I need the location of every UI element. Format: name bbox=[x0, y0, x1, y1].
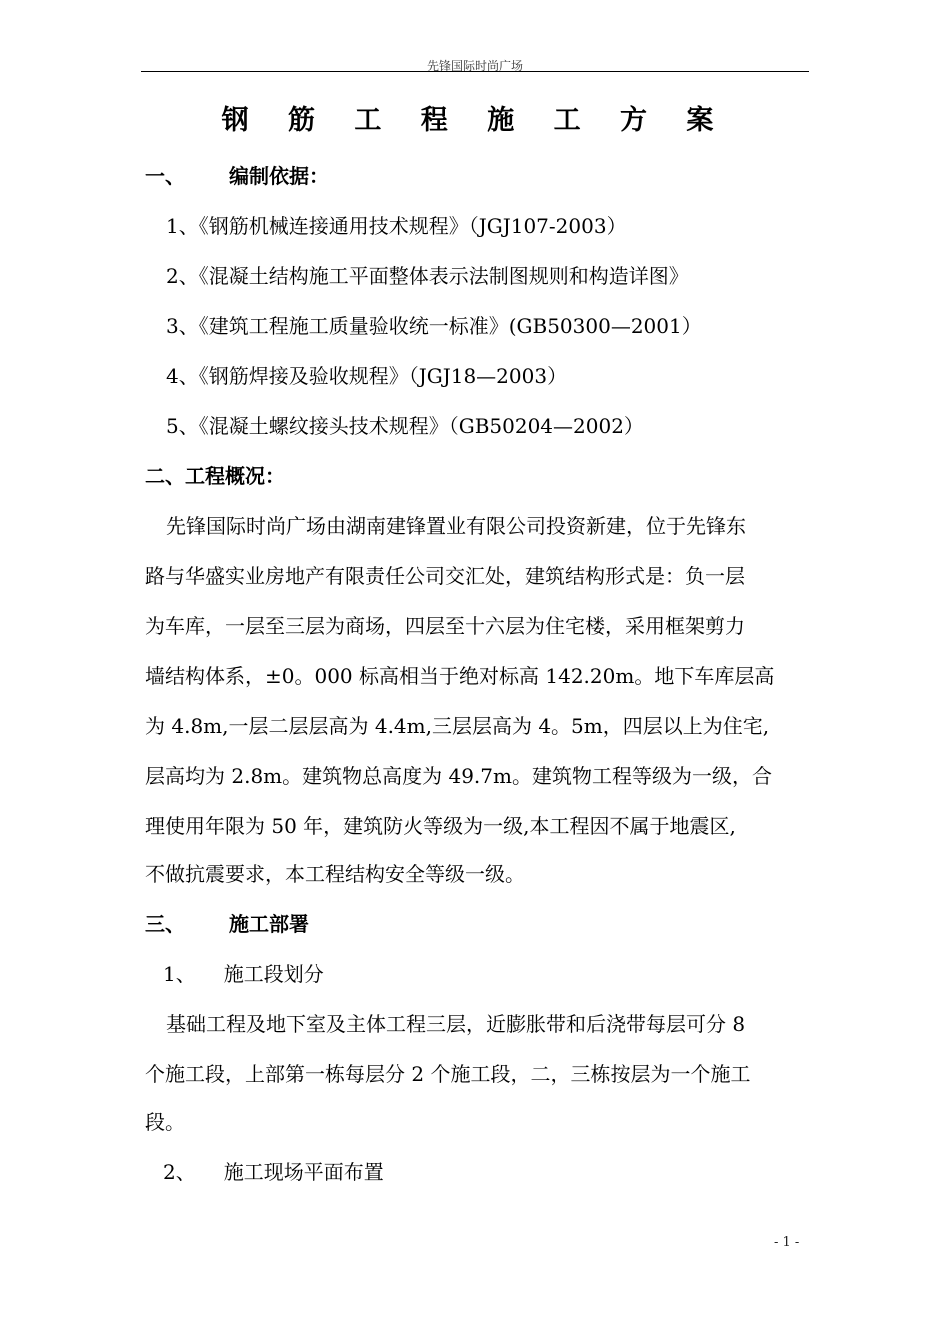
running-header: 先锋国际时尚广场 bbox=[426, 59, 523, 73]
reference-item: 3、《建筑工程施工质量验收统一标准》(GB50300—2001） bbox=[166, 314, 702, 338]
section-1-number: 一、 bbox=[145, 164, 185, 188]
overview-line: 墙结构体系，±0。000 标高相当于绝对标高 142.20m。地下车库层高 bbox=[145, 664, 775, 688]
reference-item: 5、《混凝土螺纹接头技术规程》（GB50204—2002） bbox=[166, 414, 644, 438]
segment-line: 基础工程及地下室及主体工程三层，近膨胀带和后浇带每层可分 8 bbox=[166, 1012, 746, 1036]
reference-item: 1、《钢筋机械连接通用技术规程》（JGJ107-2003） bbox=[166, 214, 627, 238]
overview-line: 路与华盛实业房地产有限责任公司交汇处，建筑结构形式是：负一层 bbox=[145, 564, 745, 588]
segment-line: 段。 bbox=[145, 1110, 185, 1134]
reference-item: 4、《钢筋焊接及验收规程》（JGJ18—2003） bbox=[166, 364, 568, 388]
section-2-heading: 二、工程概况： bbox=[145, 464, 285, 488]
subsection-2-heading bbox=[163, 1156, 384, 1185]
section-1-heading bbox=[145, 160, 329, 189]
reference-item: 2、《混凝土结构施工平面整体表示法制图规则和构造详图》 bbox=[166, 264, 689, 288]
section-3-title: 施工部署 bbox=[229, 912, 309, 936]
subsection-1-heading bbox=[163, 958, 324, 987]
section-3-heading bbox=[145, 908, 309, 937]
overview-line: 先锋国际时尚广场由湖南建锋置业有限公司投资新建，位于先锋东 bbox=[166, 514, 746, 538]
segment-line: 个施工段，上部第一栋每层分 2 个施工段，二，三栋按层为一个施工 bbox=[145, 1062, 751, 1086]
section-1-title: 编制依据： bbox=[229, 164, 329, 188]
overview-line: 理使用年限为 50 年，建筑防火等级为一级,本工程因不属于地震区, bbox=[145, 814, 736, 838]
section-3-number: 三、 bbox=[145, 912, 185, 936]
overview-line: 为车库，一层至三层为商场，四层至十六层为住宅楼，采用框架剪力 bbox=[145, 614, 745, 638]
subsection-2-number: 2、 bbox=[163, 1160, 196, 1184]
document-title: 钢 筋 工 程 施 工 方 案 bbox=[221, 105, 729, 136]
overview-line: 为 4.8m,一层二层层高为 4.4m,三层层高为 4。5m，四层以上为住宅, bbox=[145, 714, 770, 738]
page-number: - 1 - bbox=[774, 1235, 800, 1250]
overview-line: 不做抗震要求，本工程结构安全等级一级。 bbox=[145, 862, 525, 886]
subsection-1-number: 1、 bbox=[163, 962, 196, 986]
subsection-1-title: 施工段划分 bbox=[223, 962, 324, 986]
subsection-2-title: 施工现场平面布置 bbox=[223, 1160, 384, 1184]
overview-line: 层高均为 2.8m。建筑物总高度为 49.7m。建筑物工程等级为一级，合 bbox=[145, 764, 772, 788]
header-divider bbox=[141, 71, 809, 72]
